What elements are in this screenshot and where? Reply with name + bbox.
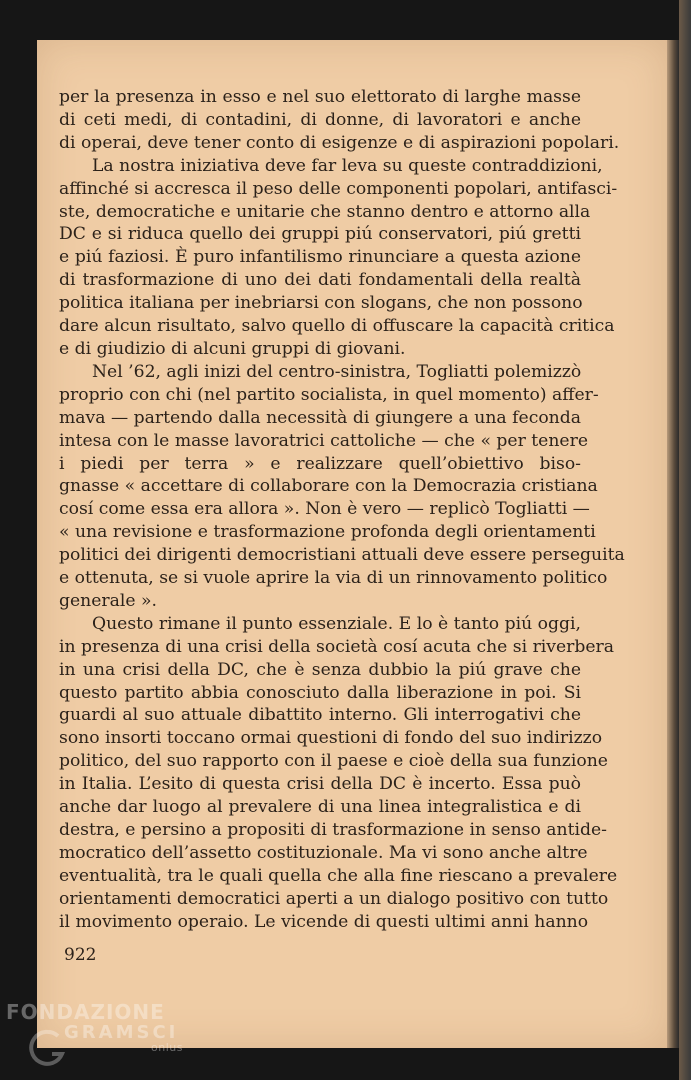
body-text xyxy=(59,86,625,934)
text-line: questo partito abbia conosciuto dalla liberazione in poi. Si xyxy=(59,682,581,703)
text-line: intesa con le masse lavoratrici cattoliche — che « per tenere xyxy=(59,430,588,451)
text-line: affinché si accresca il peso delle componenti popolari, antifasci- xyxy=(59,178,618,199)
text-line: Questo rimane il punto essenziale. E lo è tanto piú oggi, xyxy=(92,613,581,634)
text-line: e di giudizio di alcuni gruppi di giovani. xyxy=(59,338,406,359)
text-line: « una revisione e trasformazione profonda degli orientamenti xyxy=(59,522,596,543)
watermark-line-1: FONDAZIONE xyxy=(6,1000,165,1024)
text-line: cosí come essa era allora ». Non è vero — replicò Togliatti — xyxy=(59,499,590,520)
text-line: Nel ’62, agli inizi del centro-sinistra, Togliatti polemizzò xyxy=(92,361,582,382)
text-line: La nostra iniziativa deve far leva su queste contraddizioni, xyxy=(92,155,603,176)
text-line: guardi al suo attuale dibattito interno. Gli interrogativi che xyxy=(59,705,581,726)
text-line: in una crisi della DC, che è senza dubbio la piú grave che xyxy=(59,659,581,680)
text-line: di operai, deve tener conto di esigenze e di aspirazioni popolari. xyxy=(59,132,620,153)
text-line: proprio con chi (nel partito socialista, in quel momento) affer- xyxy=(59,384,599,405)
text-line: in presenza di una crisi della società cosí acuta che si riverbera xyxy=(59,636,615,657)
text-line: DC e si riduca quello dei gruppi piú conservatori, piú gretti xyxy=(59,224,581,245)
page-number: 922 xyxy=(64,945,97,965)
text-line: i piedi per terra » e realizzare quell’obiettivo biso- xyxy=(59,453,581,474)
text-line: orientamenti democratici aperti a un dialogo positivo con tutto xyxy=(59,888,609,909)
paragraph-4 xyxy=(59,613,618,934)
text-line: gnasse « accettare di collaborare con la Democrazia cristiana xyxy=(59,476,598,497)
text-line: di trasformazione di uno dei dati fondamentali della realtà xyxy=(59,270,581,291)
paragraph-2 xyxy=(59,155,618,361)
text-line: e piú faziosi. È puro infantilismo rinunciare a questa azione xyxy=(59,247,581,268)
text-line: il movimento operaio. Le vicende di questi ultimi anni hanno xyxy=(59,911,589,932)
text-line: ste, democratiche e unitarie che stanno dentro e attorno alla xyxy=(59,201,591,222)
book-spine-shadow xyxy=(679,0,691,1080)
text-line: per la presenza in esso e nel suo elettorato di larghe masse xyxy=(59,87,581,107)
page-edge xyxy=(667,40,679,1048)
text-line: politico, del suo rapporto con il paese e cioè della sua funzione xyxy=(59,751,608,772)
text-line: sono insorti toccano ormai questioni di fondo del suo indirizzo xyxy=(59,728,603,749)
text-line: di ceti medi, di contadini, di donne, di lavoratori e anche xyxy=(59,109,581,130)
text-line: politici dei dirigenti democristiani attuali deve essere perseguita xyxy=(59,545,625,566)
watermark-line-3: onlus xyxy=(151,1041,183,1054)
text-line: mocratico dell’assetto costituzionale. Ma vi sono anche altre xyxy=(59,842,588,863)
text-line: eventualità, tra le quali quella che alla fine riescano a prevalere xyxy=(59,865,618,886)
paragraph-1 xyxy=(59,86,620,155)
text-line: e ottenuta, se si vuole aprire la via di un rinnovamento politico xyxy=(59,568,608,589)
text-line: anche dar luogo al prevalere di una linea integralistica e di xyxy=(59,797,581,818)
text-line: politica italiana per inebriarsi con slogans, che non possono xyxy=(59,293,583,314)
paragraph-3 xyxy=(59,361,625,613)
watermark-logo xyxy=(6,1000,183,1054)
text-line: mava — partendo dalla necessità di giungere a una feconda xyxy=(59,407,581,428)
text-line: in Italia. L’esito di questa crisi della DC è incerto. Essa può xyxy=(59,774,581,795)
text-line: dare alcun risultato, salvo quello di offuscare la capacità critica xyxy=(59,316,615,337)
text-line: destra, e persino a propositi di trasformazione in senso antide- xyxy=(59,820,607,840)
watermark-line-2: GRAMSCI xyxy=(64,1022,179,1043)
text-line: generale ». xyxy=(59,590,157,611)
